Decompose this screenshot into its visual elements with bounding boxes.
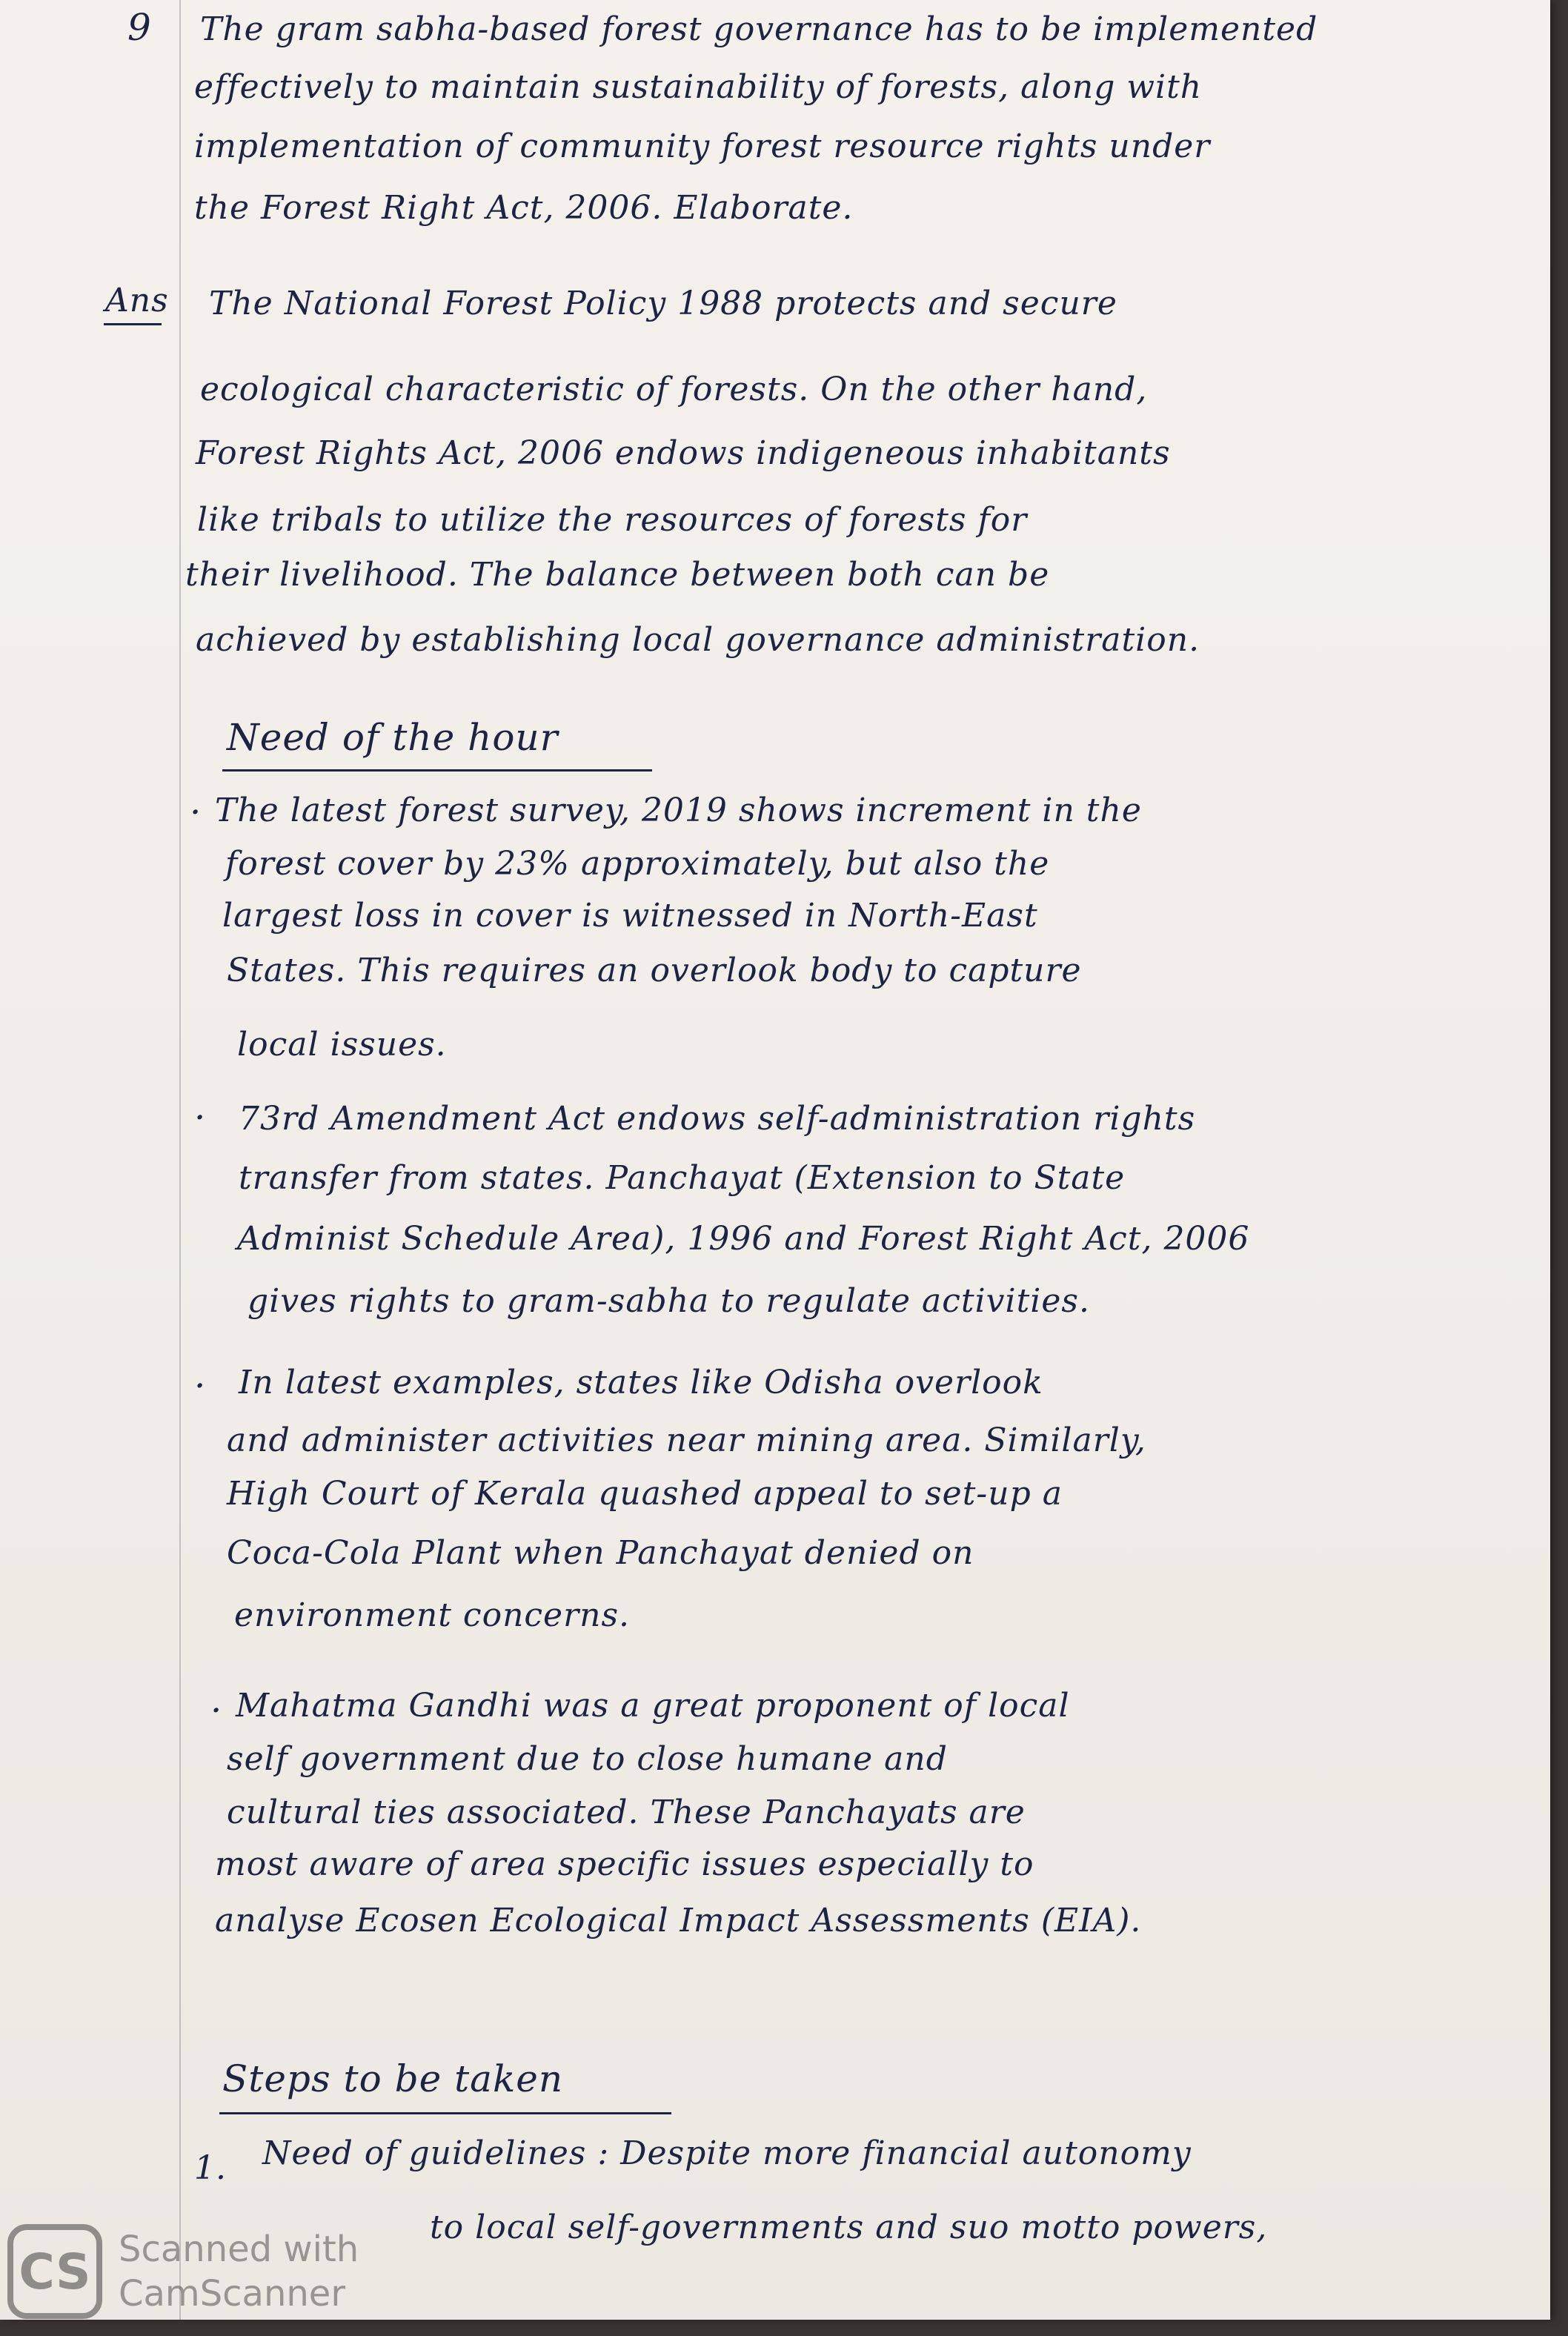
bullet-line: High Court of Kerala quashed appeal to set-up a	[227, 1475, 1063, 1513]
bullet-line: largest loss in cover is witnessed in North-East	[222, 897, 1038, 935]
bullet-dot: ·	[190, 792, 202, 833]
section-heading-steps: Steps to be taken	[222, 2057, 564, 2100]
bullet-line: Administ Schedule Area), 1996 and Forest Right Act, 2006	[237, 1220, 1250, 1258]
bullet-line: In latest examples, states like Odisha overlook	[239, 1364, 1043, 1401]
bullet-line: transfer from states. Panchayat (Extension to State	[239, 1159, 1126, 1197]
question-line: the Forest Right Act, 2006. Elaborate.	[194, 189, 854, 227]
answer-label-underline	[104, 323, 162, 325]
answer-label: Ans	[105, 282, 169, 319]
bullet-line: gives rights to gram-sabha to regulate activities.	[248, 1282, 1090, 1320]
camscanner-logo-icon: CS	[7, 2224, 102, 2319]
question-line: The gram sabha-based forest governance has to be implemented	[200, 10, 1318, 48]
answer-intro-line: like tribals to utilize the resources of forests for	[197, 501, 1028, 539]
answer-intro-line: Forest Rights Act, 2006 endows indigeneous inhabitants	[196, 434, 1171, 472]
watermark-line: Scanned with	[119, 2229, 359, 2270]
question-line: effectively to maintain sustainability of forests, along with	[194, 68, 1203, 106]
bullet-line: most aware of area specific issues especially to	[215, 1845, 1034, 1883]
step-number: 1.	[194, 2149, 227, 2187]
watermark-line: CamScanner	[119, 2273, 346, 2315]
section-heading-need: Need of the hour	[227, 716, 559, 759]
bullet-line: and administer activities near mining area. Similarly,	[227, 1421, 1146, 1459]
bullet-line: local issues.	[237, 1026, 447, 1064]
bullet-line: forest cover by 23% approximately, but also the	[225, 845, 1050, 883]
bullet-line: self government due to close humane and	[227, 1740, 948, 1778]
question-line: implementation of community forest resource rights under	[194, 127, 1211, 165]
camscanner-watermark	[7, 2216, 422, 2327]
answer-intro-line: achieved by establishing local governance administration.	[196, 621, 1200, 659]
bullet-line: The latest forest survey, 2019 shows increment in the	[215, 792, 1142, 829]
bullet-line: analyse Ecosen Ecological Impact Assessments (EIA).	[215, 1902, 1142, 1940]
bullet-dot: ·	[210, 1690, 223, 1731]
bullet-line: States. This requires an overlook body to capture	[227, 952, 1082, 989]
answer-intro-line: ecological characteristic of forests. On the other hand,	[200, 371, 1148, 408]
bullet-line: Mahatma Gandhi was a great proponent of local	[236, 1687, 1070, 1725]
step-line: to local self-governments and suo motto powers,	[430, 2209, 1268, 2246]
step-line: Need of guidelines : Despite more financial autonomy	[262, 2134, 1192, 2172]
bullet-dot: ·	[194, 1365, 207, 1407]
bullet-line: Coca-Cola Plant when Panchayat denied on	[227, 1534, 974, 1572]
margin-line	[179, 0, 181, 2320]
bullet-dot: ·	[194, 1097, 207, 1138]
heading-underline	[219, 2112, 671, 2114]
heading-underline	[222, 769, 652, 772]
bullet-line: environment concerns.	[234, 1596, 631, 1634]
question-number: 9	[127, 6, 152, 49]
answer-intro-line: The National Forest Policy 1988 protects and secure	[209, 285, 1117, 322]
bullet-line: cultural ties associated. These Panchayats are	[227, 1794, 1026, 1831]
answer-intro-line: their livelihood. The balance between both can be	[185, 556, 1050, 594]
bullet-line: 73rd Amendment Act endows self-administration rights	[239, 1100, 1196, 1138]
